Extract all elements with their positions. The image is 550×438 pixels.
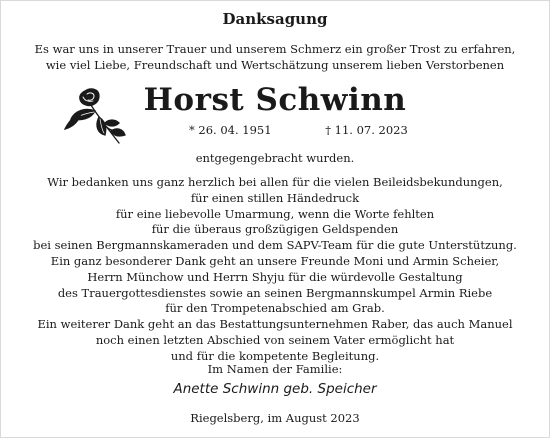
intro-text (1, 41, 549, 73)
thanks-line: Ein ganz besonderer Dank geht an unsere Freunde Moni und Armin Scheier, (50, 253, 500, 268)
family-label: Im Namen der Familie: (207, 362, 343, 376)
family-signature: Anette Schwinn geb. Speicher (173, 381, 377, 397)
thanks-line: noch einen letzten Abschied von seinem Vater ermöglicht hat (95, 332, 455, 347)
thanks-line: und für die kompetente Begleitung. (170, 348, 380, 363)
thanks-line: für eine liebevolle Umarmung, wenn die Worte fehlten (115, 206, 435, 221)
thanks-line: Herrn Münchow und Herrn Shyju für die würdevolle Gestaltung (87, 269, 463, 284)
thanks-line: für die überaus großzügigen Geldspenden (151, 222, 399, 237)
thanks-line: für einen stillen Händedruck (190, 190, 360, 205)
notice-heading: Danksagung (222, 10, 328, 28)
deceased-name: Horst Schwinn (143, 82, 407, 118)
thanks-line: Ein weiterer Dank geht an das Bestattungsunternehmen Raber, das auch Manuel (37, 317, 513, 332)
place-date: Riegelsberg, im August 2023 (190, 411, 360, 425)
thanks-line: des Trauergottesdienstes sowie an seinen Bergmannskumpel Armin Riebe (57, 285, 493, 300)
thanks-line: für den Trompetenabschied am Grab. (165, 301, 385, 316)
thanks-line: Wir bedanken uns ganz herzlich bei allen für die vielen Beileidsbekundungen, (47, 175, 503, 189)
intro-line: wie viel Liebe, Freundschaft und Wertschätzung unserem lieben Verstorbenen (45, 58, 505, 72)
received-text: entgegengebracht wurden. (195, 151, 355, 165)
intro-line: Es war uns in unserer Trauer und unserem Schmerz ein großer Trost zu erfahren, (34, 42, 516, 56)
death-date: † 11. 07. 2023 (325, 123, 408, 137)
life-dates (189, 123, 408, 137)
thanks-line: bei seinen Bergmannskameraden und dem SAPV-Team für die gute Unterstützung. (33, 238, 517, 253)
birth-date: * 26. 04. 1951 (189, 123, 272, 137)
thanks-text (1, 175, 549, 365)
